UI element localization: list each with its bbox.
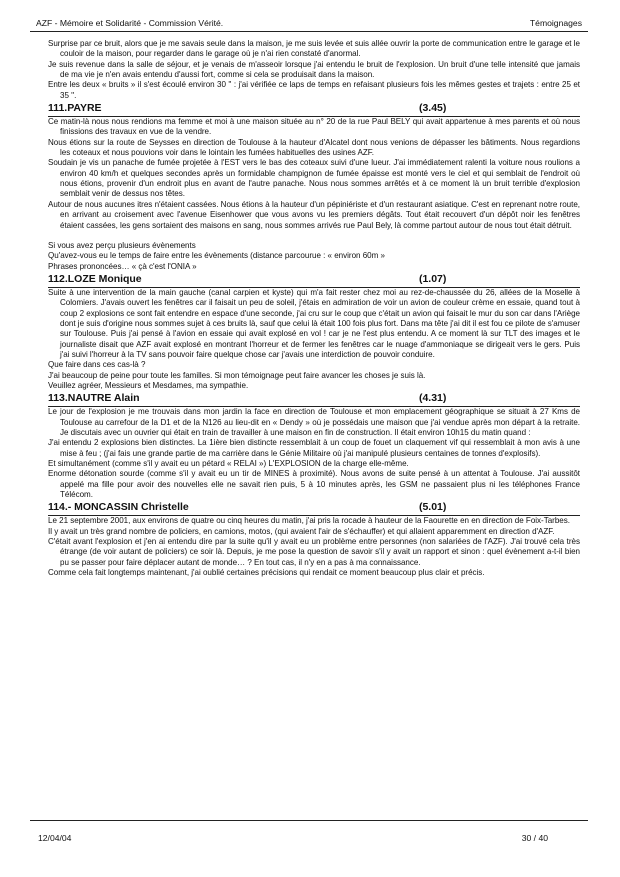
paragraph-gap [48,231,580,241]
testimony-paragraph: Autour de nous aucunes itres n'étaient cassées. Nous étions à la hauteur d'un pépiniériste et d'un restaurant asiatique. C'est en reprenant notre route, en arrivant au croisement avec l'avenue Eisenhower que vous avons vu les premiers dégâts. Tout était recouvert d'un dépôt noir les fenêtres étaient cassées, les gens sortaient des maisons en sang, nous sommes arrivés rue Paul Bely, là comme partout autour de nous tout était détruit. [48,199,580,230]
testimony-heading [48,393,580,407]
question-line: Que faire dans ces cas-là ? [48,360,146,370]
header-section: Témoignages [529,18,582,28]
testimony-paragraph: Ce matin-là nous nous rendions ma femme et moi à une maison située au n° 20 de la rue Paul BELY qui avait appartenue à mes parents et où nous finissions des travaux en vue de la vendre. [48,117,580,137]
intro-paragraph: Entre les deux « bruits » il s'est écoulé environ 30 '' : j'ai vérifiée ce laps de temps en refaisant plusieurs fois les mêmes gestes et trajets : entre 25 et 35 ''. [48,80,580,100]
testimony-paragraph: Suite à une intervention de la main gauche (canal carpien et kyste) qui m'a fait rester chez moi au rez-de-chaussée du 26, allées de la Moselle à Colomiers. J'avais ouvert les fenêtres car il faisait un peu de soleil, j'étais en admiration de voir un avion de couleur crème en essaie, quand tout à coup 2 explosions ce sont fait entendre en espace d'une seconde, j'ai cru sur le coup que c'était un avion qui faisait le mur du son car dans l'Ariège dont je suis d'origine nous sommes sujet à ces bruits là, sauf que celui là était 100 fois plus fort. Dans ma tête j'ai dit il est fou ce pilote de s'amuser sur Toulouse. Puis j'ai pensé à l'avion en essaie qui avait explosé en vol ! car je ne l'est plus entendu. A ce moment là sur TLT des images et le journaliste disait que AZF avait explosé en montrant l'horreur et de fermer les fenêtres car le nuage d'ammoniaque se dirigeait vers le gers. Puis j'ai suivi l'horreur à la TV sans pouvoir faire quelque chose car j'avais une interdiction de pouvoir conduire. [48,287,580,359]
testimony-number: (4.31) [419,392,447,405]
page-footer [30,820,588,851]
intro-paragraph: Je suis revenue dans la salle de séjour, et je venais de m'asseoir lorsque j'ai entendu le bruit de l'explosion. Un bruit d'une telle intensité que jamais de ma vie je n'en avais entendu d'aussi fort, comme si cela se produisait dans la maison. [48,59,580,80]
testimony-paragraph: C'était avant l'explosion et j'en ai entendu dire par la suite qu'il y avait eu un problème entre personnes (non salariées de l'AZF). J'ai trouvé cela très étrange (de voir autant de policiers) ce soir là. Depuis, je me pose la question de savoir s'il y avait un rapport et sinon : quel évènement a-t-il bien pu se passer pour faire déplacer autant de monde… ? En tout cas, il n'y en a pas à ma connaissance. [48,537,580,567]
testimony-heading [48,502,580,516]
intro-paragraph: Surprise par ce bruit, alors que je me savais seule dans la maison, je me suis levée et suis allée ouvrir la porte de communication entre le garage et le couloir de la maison, pour regarder dans le garage où je n'ai rien constaté d'anormal. [48,39,580,59]
testimony-heading [48,103,580,117]
testimony-name: 114.- MONCASSIN Christelle [48,501,189,514]
page-number: 30 / 40 [521,833,548,843]
testimony-paragraph: Et simultanément (comme s'il y avait eu un pétard « RELAI ») L'EXPLOSION de la charge elle-même. [48,459,409,469]
question-line: Si vous avez perçu plusieurs évènements [48,240,196,250]
answer-line: J'ai beaucoup de peine pour toute les familles. Si mon témoignage peut faire avancer les choses je suis là. [48,370,426,380]
testimony-paragraph: Enorme détonation sourde (comme s'il y avait eu un tir de MINES à proximité). Nous avons de suite pensé à un attentat à Toulouse. J'ai aussitôt appelé ma fille pour avoir des nouvelles elle ne savait rien puis, 5 à 10 minutes après, les GSM ne passaient plus ni les téléphones France Télécom. [48,469,580,500]
page-header [30,14,588,32]
testimony-paragraph: Le jour de l'explosion je me trouvais dans mon jardin la face en direction de Toulouse et mon emplacement géographique se situait à 27 Kms de Toulouse au carrefour de la D1 et de la N126 au lieu-dit en « Dendy » où je possédais une maison que j'ai vendue après mon départ à la retraite. Je discutais avec un ouvrier qui était en train de travailler à une maison en fin de construction. Il était environ 10h15 du matin quand : [48,407,580,437]
testimony-number: (3.45) [419,102,447,115]
testimony-paragraph: Il y avait un très grand nombre de policiers, en camions, motos, (qui avaient l'air de s'échauffer) et qui allaient apparemment en direction d'AZF. [48,526,555,536]
document-body [48,39,580,578]
testimony-number: (5.01) [419,501,447,514]
testimony-name: 113.NAUTRE Alain [48,392,140,405]
testimony-paragraph: Le 21 septembre 2001, aux environs de quatre ou cinq heures du matin, j'ai pris la rocade à hauteur de la Faourette en en direction de Foix-Tarbes. [48,516,570,526]
question-line: Qu'avez-vous eu le temps de faire entre les évènements (distance parcourue : « environ 60m » [48,251,385,261]
testimony-name: 111.PAYRE [48,102,102,115]
testimony-paragraph: Comme cela fait longtemps maintenant, j'ai oublié certaines précisions qui rendait ce moment beaucoup plus clair et précis. [48,568,485,578]
header-title: AZF - Mémoire et Solidarité - Commission Vérité. [36,18,224,28]
testimony-paragraph: J'ai entendu 2 explosions bien distinctes. La 1ière bien distincte ressemblait à un coup de fouet un claquement vif qui ressemblait à mon avis à une mise à feu ; (j'ai fais une grande partie de ma carrière dans le Génie Militaire où j'ai manipulé plusieurs centaines de tonnes d'explosifs). [48,438,580,458]
closing-line: Veuillez agréer, Messieurs et Mesdames, ma sympathie. [48,380,249,390]
testimony-paragraph: Soudain je vis un panache de fumée projetée à l'EST vers le bas des coteaux suivi d'une lueur. J'ai immédiatement ralenti la voiture nous roulions a environ 40 km/h et quelques secondes après un formidable champignon de fumée épaisse est monté vers le ciel et qui semblait de l'endroit où nous étions, provenir d'un endroit plus en avant de l'autre panache. Nous nous sommes arrêtés et à ce moment là un bruit terrible d'explosion semblait venir de dessus nos têtes. [48,158,580,199]
testimony-number: (1.07) [419,272,447,285]
testimony-paragraph: Nous étions sur la route de Seysses en direction de Toulouse à la hauteur d'Alcatel dont nous venions de dépasser les bâtiments. Nous regardions les coteaux et nous pouvions voir dans le lointain les fumées habituelles des usines AZF. [48,137,580,158]
testimony-name: 112.LOZE Monique [48,272,142,285]
footer-date: 12/04/04 [38,833,72,843]
testimony-heading [48,274,580,288]
question-line: Phrases prononcées… « çà c'est l'ONIA » [48,261,197,271]
